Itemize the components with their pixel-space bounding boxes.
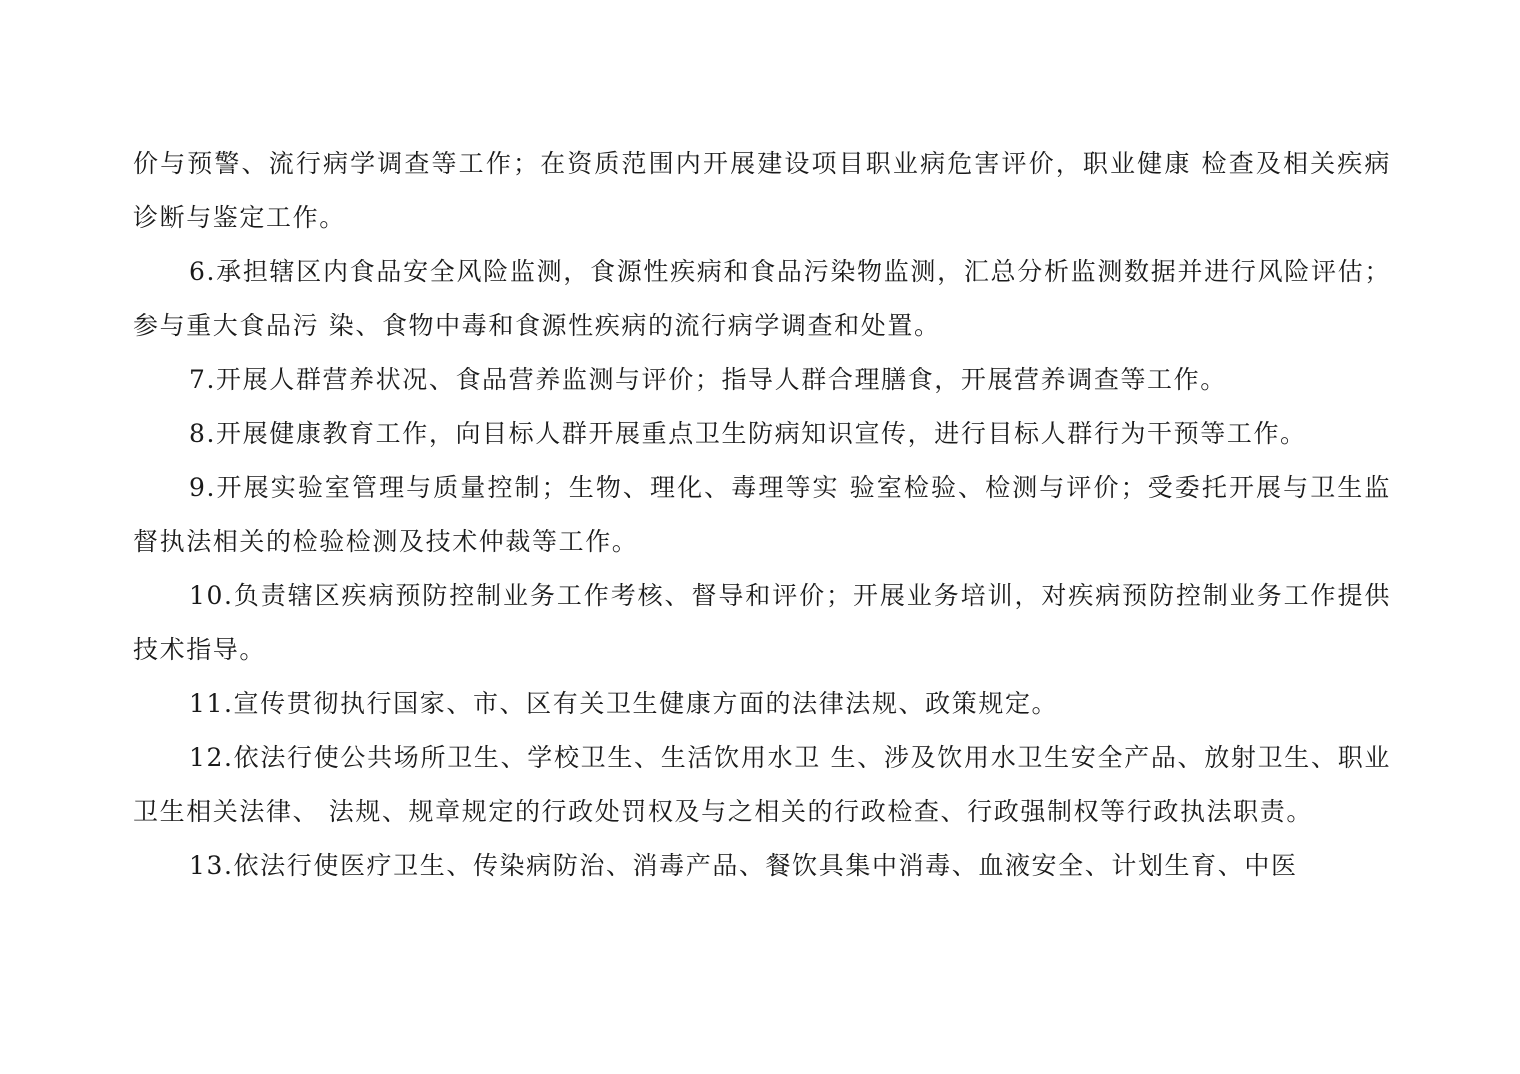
paragraph-item-12: 12.依法行使公共场所卫生、学校卫生、生活饮用水卫 生、涉及饮用水卫生安全产品、放射卫生、职业卫生相关法律、 法规、规章规定的行政处罚权及与之相关的行政检查、行政强制权等行政执法职责。 xyxy=(133,743,1391,826)
paragraph-continuation: 价与预警、流行病学调查等工作；在资质范围内开展建设项目职业病危害评价，职业健康 检查及相关疾病诊断与鉴定工作。 xyxy=(133,149,1391,232)
paragraph-item-7: 7.开展人群营养状况、食品营养监测与评价；指导人群合理膳食，开展营养调查等工作。 xyxy=(189,365,1227,394)
paragraph-item-10: 10.负责辖区疾病预防控制业务工作考核、督导和评价；开展业务培训，对疾病预防控制业务工作提供技术指导。 xyxy=(133,581,1391,664)
document-body xyxy=(133,137,1391,893)
paragraph-item-11: 11.宣传贯彻执行国家、市、区有关卫生健康方面的法律法规、政策规定。 xyxy=(189,689,1059,718)
paragraph-item-9: 9.开展实验室管理与质量控制；生物、理化、毒理等实 验室检验、检测与评价；受委托开展与卫生监督执法相关的检验检测及技术仲裁等工作。 xyxy=(133,473,1391,556)
paragraph-item-6: 6.承担辖区内食品安全风险监测，食源性疾病和食品污染物监测，汇总分析监测数据并进行风险评估；参与重大食品污 染、食物中毒和食源性疾病的流行病学调查和处置。 xyxy=(133,257,1391,340)
paragraph-item-13: 13.依法行使医疗卫生、传染病防治、消毒产品、餐饮具集中消毒、血液安全、计划生育、中医 xyxy=(189,851,1298,880)
paragraph-item-8: 8.开展健康教育工作，向目标人群开展重点卫生防病知识宣传，进行目标人群行为干预等工作。 xyxy=(189,419,1307,448)
